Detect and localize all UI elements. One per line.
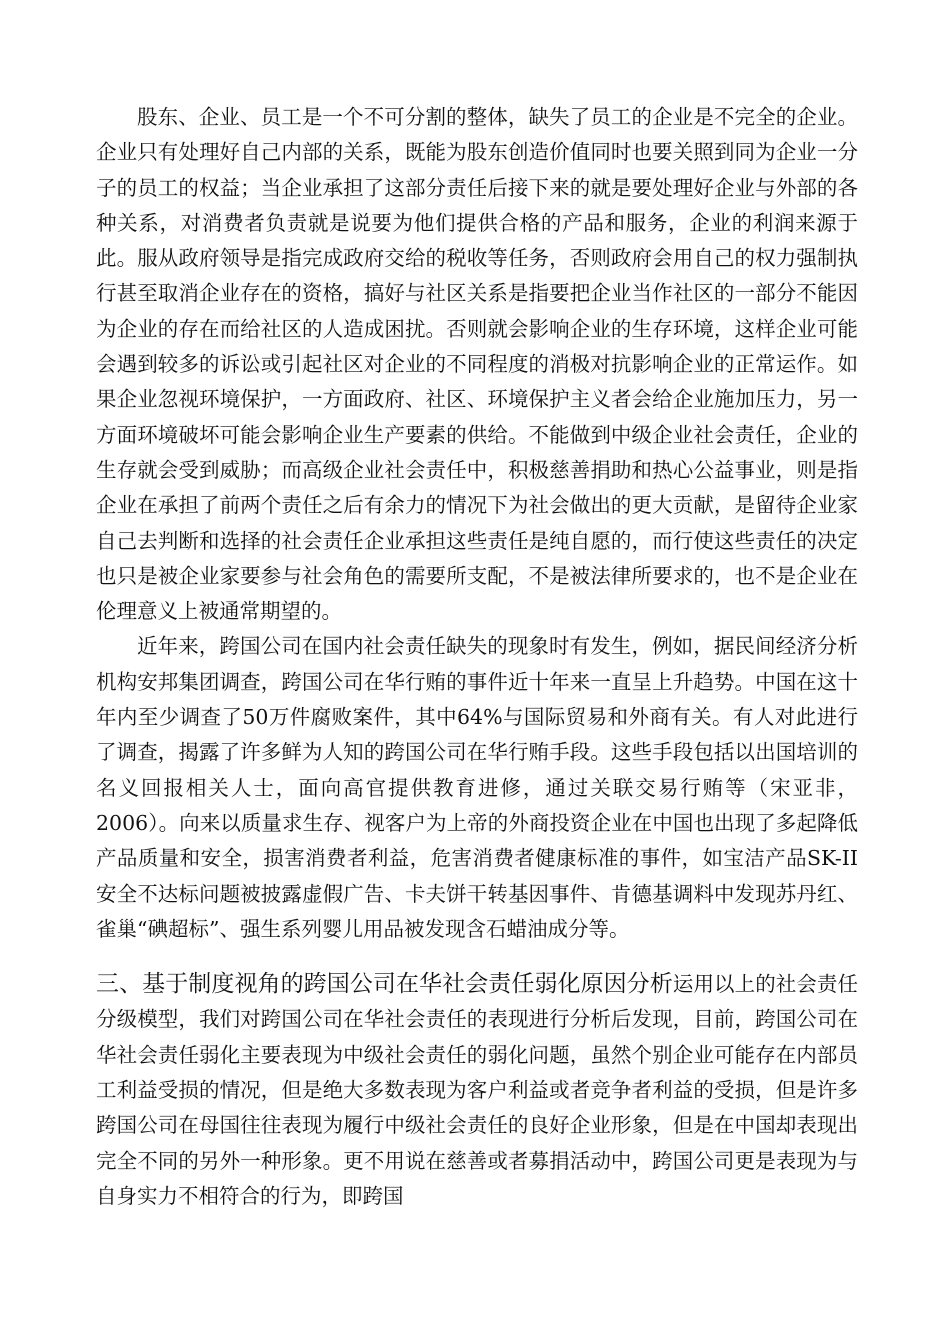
section-body-text: 运用以上的社会责任分级模型，我们对跨国公司在华社会责任的表现进行分析后发现，目前，跨国公司在华社会责任弱化主要表现为中级社会责任的弱化问题，虽然个别企业可能存在内部员工利益受损的情况，但是绝大多数表现为客户利益或者竞争者利益的受损，但是许多跨国公司在母国往往表现为履行中级社会责任的良好企业形象，但是在中国却表现出完全不同的另外一种形象。更不用说在慈善或者募捐活动中，跨国公司更是表现为与自身实力不相符合的行为，即跨国 xyxy=(96,972,859,1208)
section-heading: 三、基于制度视角的跨国公司在华社会责任弱化原因分析 xyxy=(96,971,673,998)
section-three xyxy=(96,967,858,1214)
body-paragraph-mnc-cases: 近年来，跨国公司在国内社会责任缺失的现象时有发生，例如，据民间经济分析机构安邦集团调查，跨国公司在华行贿的事件近十年来一直呈上升趋势。中国在这十年内至少调查了50万件腐败案件，其中64%与国际贸易和外商有关。有人对此进行了调查，揭露了许多鲜为人知的跨国公司在华行贿手段。这些手段包括以出国培训的名义回报相关人士，面向高官提供教育进修，通过关联交易行贿等（宋亚非，2006）。向来以质量求生存、视客户为上帝的外商投资企业在中国也出现了多起降低产品质量和安全，损害消费者利益，危害消费者健康标准的事件，如宝洁产品SK-II安全不达标问题被披露虚假广告、卡夫饼干转基因事件、肯德基调料中发现苏丹红、雀巢“碘超标”、强生系列婴儿用品被发现含石蜡油成分等。 xyxy=(96,634,858,941)
document-page xyxy=(96,100,858,1214)
body-paragraph-responsibility-levels: 股东、企业、员工是一个不可分割的整体，缺失了员工的企业是不完全的企业。企业只有处理好自己内部的关系，既能为股东创造价值同时也要关照到同为企业一分子的员工的权益；当企业承担了这部分责任后接下来的就是要处理好企业与外部的各种关系，对消费者负责就是说要为他们提供合格的产品和服务，企业的利润来源于此。服从政府领导是指完成政府交给的税收等任务，否则政府会用自己的权力强制执行甚至取消企业存在的资格，搞好与社区关系是指要把企业当作社区的一部分不能因为企业的存在而给社区的人造成困扰。否则就会影响企业的生存环境，这样企业可能会遇到较多的诉讼或引起社区对企业的不同程度的消极对抗影响企业的正常运作。如果企业忽视环境保护，一方面政府、社区、环境保护主义者会给企业施加压力，另一方面环境破坏可能会影响企业生产要素的供给。不能做到中级企业社会责任，企业的生存就会受到威胁；而高级企业社会责任中，积极慈善捐助和热心公益事业，则是指企业在承担了前两个责任之后有余力的情况下为社会做出的更大贡献，是留待企业家自己去判断和选择的社会责任企业承担这些责任是纯自愿的，而行使这些责任的决定也只是被企业家要参与社会角色的需要所支配，不是被法律所要求的，也不是企业在伦理意义上被通常期望的。 xyxy=(96,105,858,624)
